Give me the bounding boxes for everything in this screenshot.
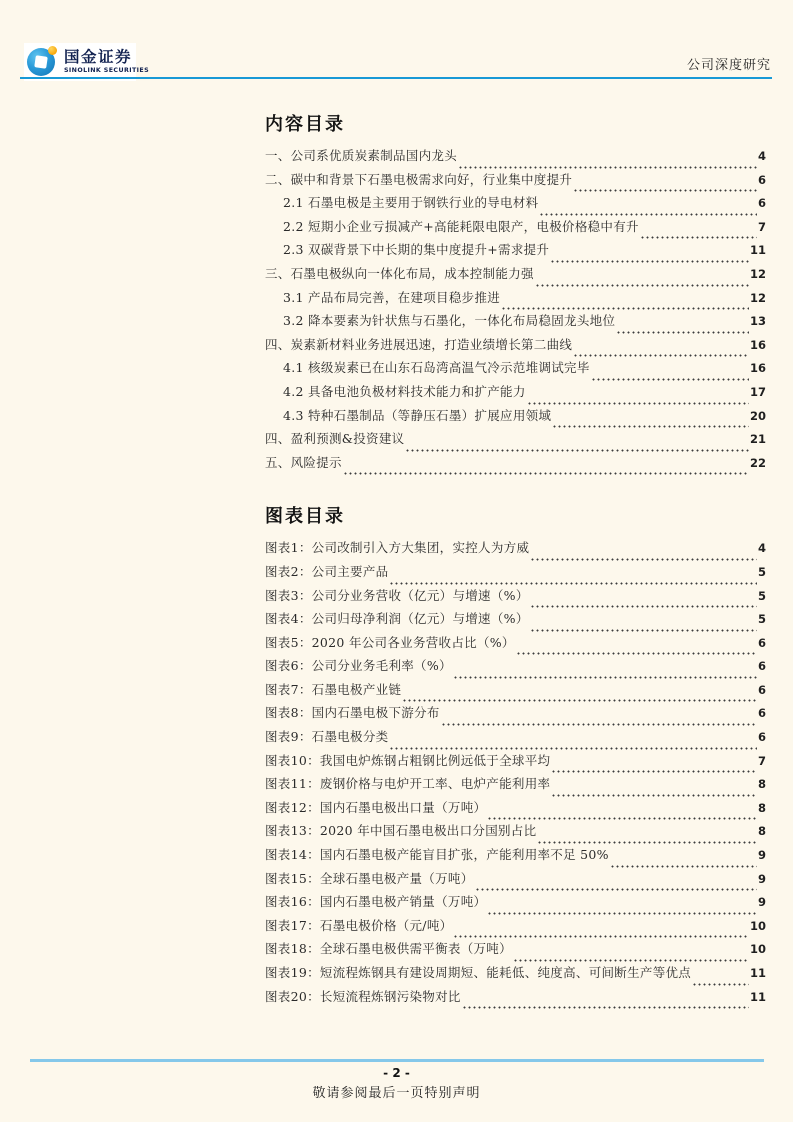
toc-item[interactable] xyxy=(265,288,766,312)
figure-item-text: 图表5：2020 年公司各业务营收占比（%） xyxy=(265,634,515,650)
logo-ball-shape xyxy=(48,46,57,55)
toc-item-text: 三、石墨电极纵向一体化布局，成本控制能力强 xyxy=(265,265,534,281)
toc-item[interactable] xyxy=(265,240,766,264)
toc-leader-dots xyxy=(527,401,749,406)
figure-item-page: 6 xyxy=(757,706,766,721)
toc-item-page: 4 xyxy=(757,149,766,163)
toc-item-page: 20 xyxy=(749,408,766,423)
toc-item-text: 3.2 降本要素为针状焦与石墨化，一体化布局稳固龙头地位 xyxy=(283,313,616,329)
toc-item[interactable] xyxy=(265,358,766,382)
brand-text xyxy=(64,50,149,74)
toc-item[interactable] xyxy=(265,170,766,194)
figure-item-page: 6 xyxy=(757,659,766,674)
toc-item-text: 二、碳中和背景下石墨电极需求向好，行业集中度提升 xyxy=(265,171,573,187)
figure-item-text: 图表2：公司主要产品 xyxy=(265,563,389,579)
figure-item-text: 图表1：公司改制引入方大集团，实控人为方威 xyxy=(265,540,530,556)
brand-name-cn: 国金证券 xyxy=(64,48,133,67)
figure-item-page: 5 xyxy=(757,588,766,603)
toc-item[interactable] xyxy=(265,146,766,170)
figure-item-page: 6 xyxy=(757,730,766,745)
toc-item-page: 7 xyxy=(757,219,766,234)
figure-item-text: 图表12：国内石墨电极出口量（万吨） xyxy=(265,799,487,815)
sinolink-logo-icon xyxy=(27,46,59,78)
logo-square-shape xyxy=(34,55,48,69)
figure-item-text: 图表9：石墨电极分类 xyxy=(265,729,389,745)
figure-item-text: 图表7：石墨电极产业链 xyxy=(265,681,402,697)
figure-item-text: 图表14：国内石墨电极产能盲目扩张，产能利用率不足 50% xyxy=(265,847,609,863)
figure-item-page: 11 xyxy=(749,966,766,980)
toc-item-page: 16 xyxy=(749,337,766,352)
figure-item-page: 8 xyxy=(757,824,766,839)
figure-item-page: 7 xyxy=(757,753,766,768)
figure-item-text: 图表3：公司分业务营收（亿元）与增速（%） xyxy=(265,587,529,603)
toc-item-page: 12 xyxy=(749,266,766,281)
toc-item-text: 四、盈利预测&投资建议 xyxy=(265,431,405,447)
figure-item-page: 9 xyxy=(757,871,766,886)
report-type-label: 公司深度研究 xyxy=(686,58,771,73)
toc-item-text: 4.2 具备电池负极材料技术能力和扩产能力 xyxy=(283,383,526,399)
figure-toc-item[interactable] xyxy=(265,703,766,727)
toc-content-area xyxy=(265,110,766,1010)
figure-toc-item[interactable] xyxy=(265,656,766,680)
figure-item-text: 图表20：长短流程炼钢污染物对比 xyxy=(265,988,461,1004)
figure-item-text: 图表18：全球石墨电极供需平衡表（万吨） xyxy=(265,941,512,957)
figure-toc-item[interactable] xyxy=(265,798,766,822)
toc-leader-dots xyxy=(462,1005,749,1010)
toc-item[interactable] xyxy=(265,382,766,406)
figure-item-page: 8 xyxy=(757,777,766,792)
toc-item-text: 4.3 特种石墨制品（等静压石墨）扩展应用领域 xyxy=(283,407,552,423)
toc-item-page: 17 xyxy=(749,384,766,399)
figure-toc-item[interactable] xyxy=(265,774,766,798)
toc-item-page: 16 xyxy=(749,361,766,376)
toc-item-page: 13 xyxy=(749,314,766,329)
toc-item-text: 4.1 核级炭素已在山东石岛湾高温气冷示范堆调试完毕 xyxy=(283,360,590,376)
figure-toc-item[interactable] xyxy=(265,963,766,987)
toc-item-page: 6 xyxy=(757,196,766,211)
toc-leader-dots xyxy=(530,604,757,609)
figure-toc-item[interactable] xyxy=(265,939,766,963)
figure-toc-item[interactable] xyxy=(265,845,766,869)
figure-item-text: 图表17：石墨电极价格（元/吨） xyxy=(265,917,453,933)
figure-item-text: 图表11：废钢价格与电炉开工率、电炉产能利用率 xyxy=(265,776,551,792)
figure-item-text: 图表6：公司分业务毛利率（%） xyxy=(265,658,452,674)
toc-leader-dots xyxy=(402,698,757,703)
toc-leader-dots xyxy=(516,651,757,656)
toc-leader-dots xyxy=(453,675,757,680)
toc-leader-dots xyxy=(551,769,757,774)
toc-item-text: 一、公司系优质炭素制品国内龙头 xyxy=(265,148,458,163)
toc-item[interactable] xyxy=(265,335,766,359)
toc-leader-dots xyxy=(405,448,749,453)
toc-leader-dots xyxy=(640,235,757,240)
toc-item-text: 五、风险提示 xyxy=(265,454,342,470)
toc-leader-dots xyxy=(610,864,757,869)
toc-item-text: 四、炭素新材料业务进展迅速，打造业绩增长第二曲线 xyxy=(265,336,573,352)
figure-item-text: 图表4：公司归母净利润（亿元）与增速（%） xyxy=(265,611,529,627)
figure-toc-item[interactable] xyxy=(265,916,766,940)
toc-leader-dots xyxy=(552,424,749,429)
figure-item-page: 11 xyxy=(749,989,766,1004)
figure-item-page: 5 xyxy=(757,564,766,579)
toc-leader-dots xyxy=(475,887,757,892)
toc-leader-dots xyxy=(535,283,749,288)
figure-item-page: 10 xyxy=(749,918,766,933)
figure-toc-item[interactable] xyxy=(265,821,766,845)
toc-item[interactable] xyxy=(265,429,766,453)
toc-item[interactable] xyxy=(265,217,766,241)
figure-toc-item[interactable] xyxy=(265,586,766,610)
figure-toc-title: 图表目录 xyxy=(265,506,345,528)
page-number: - 2 - xyxy=(383,1066,410,1080)
figure-item-page: 5 xyxy=(757,612,766,627)
figure-toc-item[interactable] xyxy=(265,987,766,1011)
toc-leader-dots xyxy=(530,557,757,562)
toc-item-page: 12 xyxy=(749,290,766,305)
figure-item-text: 图表13：2020 年中国石墨电极出口分国别占比 xyxy=(265,823,537,839)
figure-toc-item[interactable] xyxy=(265,562,766,586)
figure-item-page: 10 xyxy=(749,942,766,957)
figure-item-page: 6 xyxy=(757,682,766,697)
footer-disclaimer: 敬请参阅最后一页特别声明 xyxy=(312,1086,481,1101)
figure-item-text: 图表15：全球石墨电极产量（万吨） xyxy=(265,870,474,886)
toc-leader-dots xyxy=(487,911,757,916)
figure-toc-item[interactable] xyxy=(265,751,766,775)
toc-item-text: 2.3 双碳背景下中长期的集中度提升+需求提升 xyxy=(283,242,550,258)
toc-leader-dots xyxy=(343,471,749,476)
toc-item-text: 3.1 产品布局完善，在建项目稳步推进 xyxy=(283,289,501,305)
figure-item-text: 图表19：短流程炼钢具有建设周期短、能耗低、纯度高、可间断生产等优点 xyxy=(265,965,692,980)
figure-item-text: 图表8：国内石墨电极下游分布 xyxy=(265,705,440,721)
toc-leader-dots xyxy=(616,330,749,335)
company-logo xyxy=(24,43,150,81)
toc-leader-dots xyxy=(591,377,749,382)
toc-item[interactable] xyxy=(265,453,766,477)
toc-leader-dots xyxy=(692,982,749,987)
toc-item-page: 22 xyxy=(749,455,766,470)
content-toc-list xyxy=(265,146,766,476)
toc-leader-dots xyxy=(550,259,749,264)
figure-toc-item[interactable] xyxy=(265,538,766,562)
toc-leader-dots xyxy=(530,628,757,633)
figure-item-page: 8 xyxy=(757,800,766,815)
toc-item[interactable] xyxy=(265,193,766,217)
footer-divider xyxy=(30,1059,764,1062)
toc-item-page: 21 xyxy=(749,432,766,447)
figure-toc-item[interactable] xyxy=(265,869,766,893)
figure-toc-item[interactable] xyxy=(265,633,766,657)
toc-item-text: 2.2 短期小企业亏损减产+高能耗限电限产，电极价格稳中有升 xyxy=(283,218,639,234)
header-divider xyxy=(20,77,772,79)
toc-leader-dots xyxy=(441,722,757,727)
toc-item-page: 11 xyxy=(749,243,766,258)
toc-item[interactable] xyxy=(265,264,766,288)
figure-item-page: 6 xyxy=(757,635,766,650)
figure-item-page: 9 xyxy=(757,895,766,910)
toc-leader-dots xyxy=(573,353,749,358)
figure-item-page: 4 xyxy=(757,541,766,556)
toc-item-page: 6 xyxy=(757,172,766,187)
figure-toc-item[interactable] xyxy=(265,609,766,633)
figure-toc-item[interactable] xyxy=(265,727,766,751)
toc-leader-dots xyxy=(573,188,757,193)
toc-item[interactable] xyxy=(265,406,766,430)
toc-item-text: 2.1 石墨电极是主要用于钢铁行业的导电材料 xyxy=(283,195,539,211)
content-toc-title: 内容目录 xyxy=(265,114,345,135)
toc-item[interactable] xyxy=(265,311,766,335)
brand-name-en: SINOLINK SECURITIES xyxy=(64,66,150,74)
toc-leader-dots xyxy=(551,793,757,798)
figure-item-page: 9 xyxy=(757,848,766,863)
figure-item-text: 图表16：国内石墨电极产销量（万吨） xyxy=(265,894,487,910)
figure-toc-item[interactable] xyxy=(265,892,766,916)
figure-toc-item[interactable] xyxy=(265,680,766,704)
figure-toc-list xyxy=(265,538,766,1010)
figure-item-text: 图表10：我国电炉炼钢占粗钢比例远低于全球平均 xyxy=(265,752,551,768)
